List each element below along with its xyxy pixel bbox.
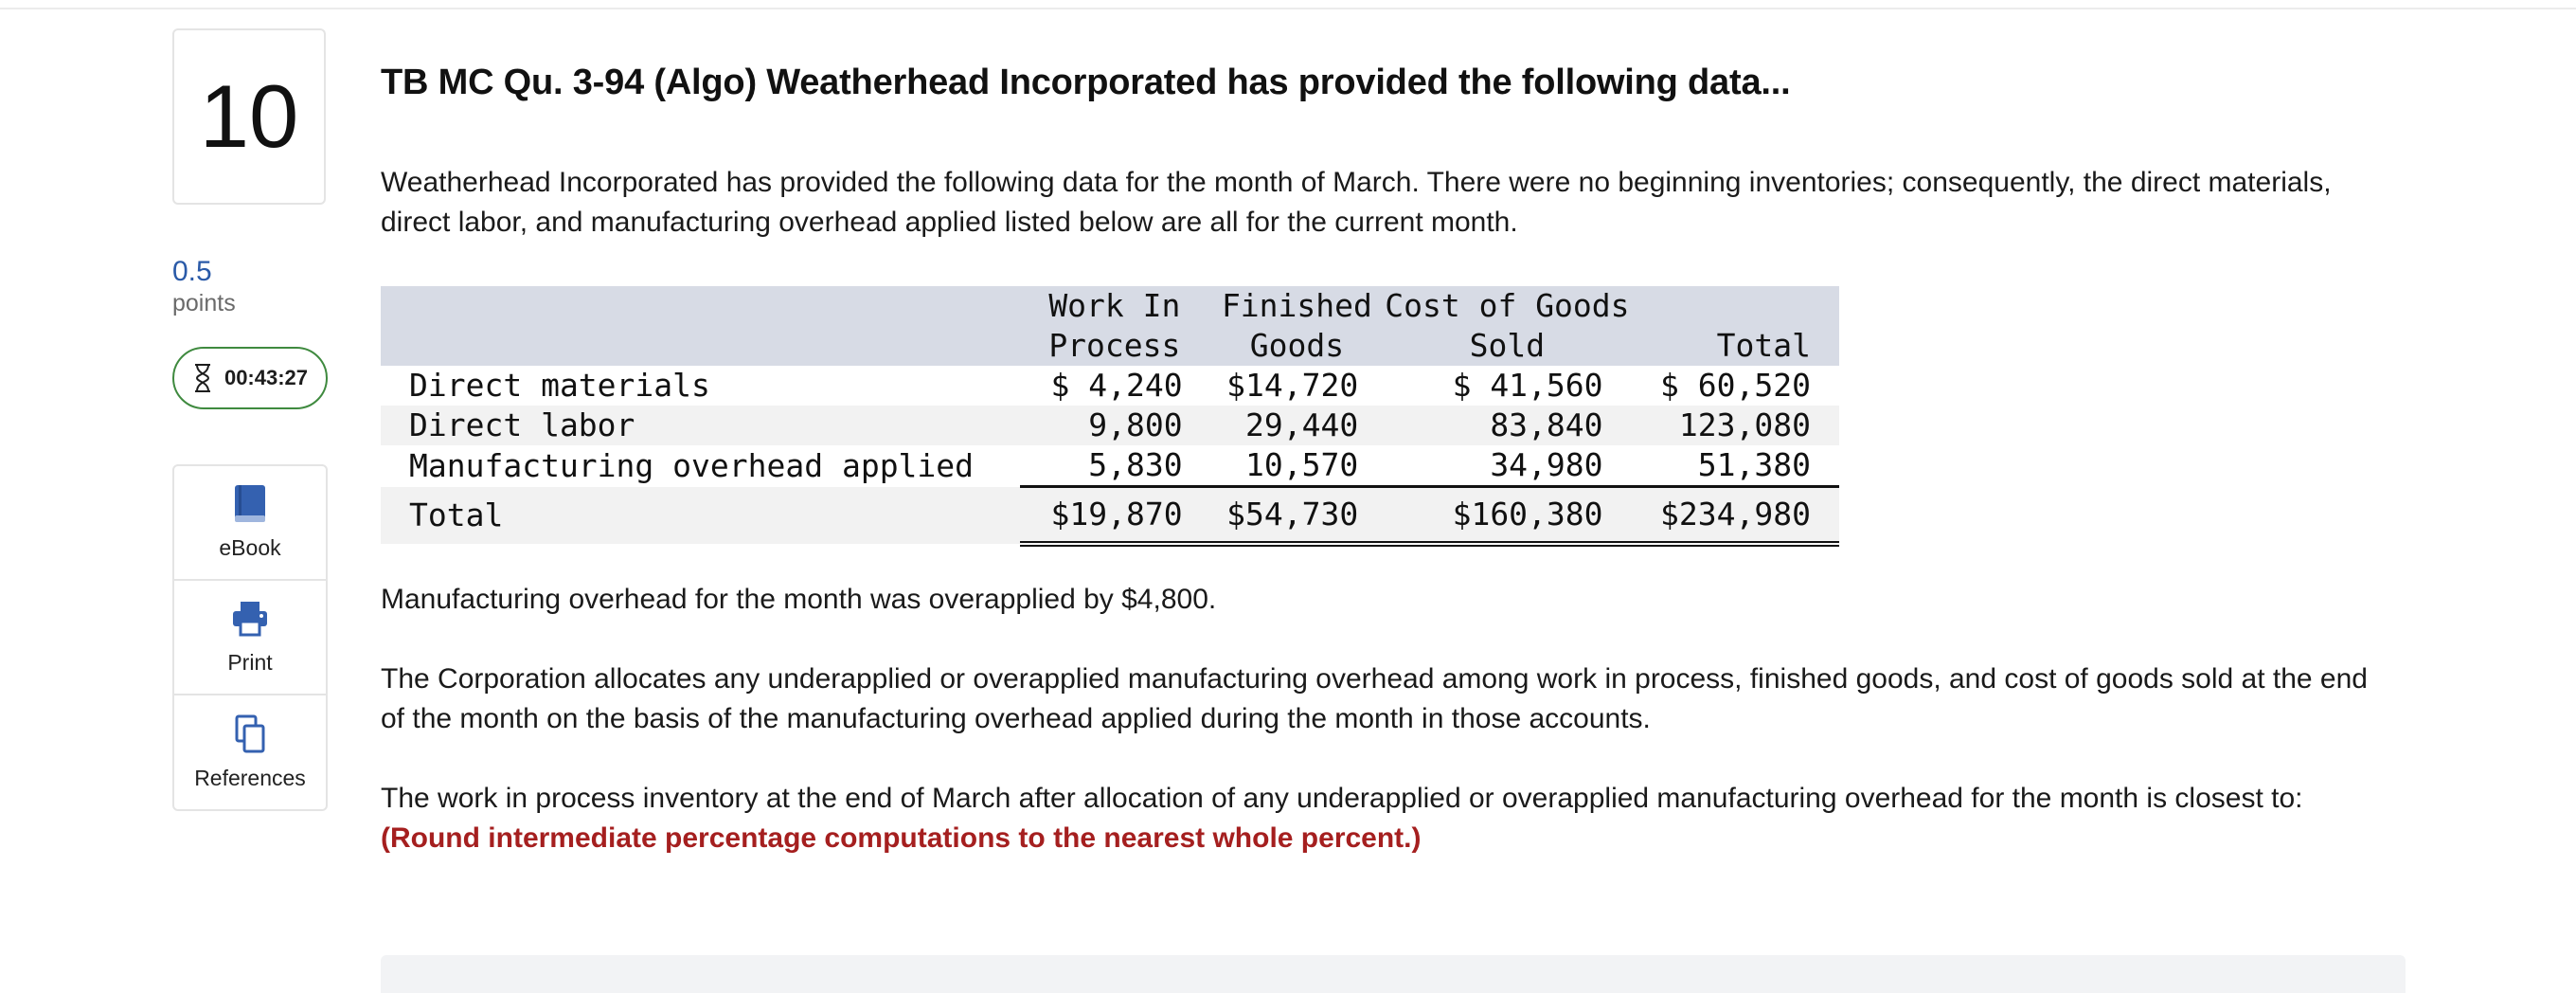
cell-value: $ 60,520 [1630,366,1839,406]
cell-value: 83,840 [1385,406,1629,445]
points-value: 0.5 [172,256,212,287]
table-row [381,445,1839,487]
header-wip-line1: Work In [1020,286,1208,326]
references-label: References [194,766,306,790]
cell-value: 5,830 [1020,445,1208,487]
prompt-paragraph [381,779,2388,858]
total-value: $19,870 [1020,487,1208,545]
table-header-row [381,326,1839,366]
header-cogs-line1: Cost of Goods [1385,287,1630,324]
prompt-text: The work in process inventory at the end of March after allocation of any underapplied or overapplied manufacturing overhead for the month is closest to: [381,783,2303,814]
tools-panel [172,464,328,811]
timer-text: 00:43:27 [224,366,309,389]
cell-value: 9,800 [1020,406,1208,445]
cell-value: $ 41,560 [1385,366,1629,406]
print-button[interactable] [174,581,326,695]
total-label: Total [381,487,1020,545]
references-button[interactable] [174,695,326,810]
cell-value: 34,980 [1385,445,1629,487]
total-value: $160,380 [1385,487,1629,545]
row-label: Direct labor [381,406,1020,445]
allocation-text: The Corporation allocates any underapplied or overapplied manufacturing overhead among work in process, finished goods, and cost of goods sold at the end of the month on the basis of the manufacturing overhead applied during the month in those accounts. [381,663,2368,734]
header-wip-line2: Process [1020,326,1208,366]
intro-text: Weatherhead Incorporated has provided the following data for the month of March. There were no beginning inventories; consequently, the direct materials, direct labor, and manufacturing overhead applied listed below are all for the current month. [381,167,2332,238]
overapplied-text: Manufacturing overhead for the month was overapplied by $4,800. [381,584,1217,615]
ebook-button[interactable] [174,466,326,581]
ebook-label: eBook [219,535,281,560]
table-total-row [381,487,1839,545]
book-icon [231,484,269,524]
question-number-box [172,28,326,205]
top-divider [0,8,2576,9]
rounding-instruction: (Round intermediate percentage computations to the nearest whole percent.) [381,822,1422,854]
header-total-line2: Total [1630,326,1839,366]
cell-value: 123,080 [1630,406,1839,445]
table-header-row [381,286,1839,326]
question-title: TB MC Qu. 3-94 (Algo) Weatherhead Incorporated has provided the following data... [381,63,1791,102]
printer-icon [231,599,269,639]
header-blank [381,286,1020,326]
cell-value: 51,380 [1630,445,1839,487]
cell-value: 10,570 [1209,445,1386,487]
table-row [381,366,1839,406]
header-blank [381,326,1020,366]
cell-value: 29,440 [1209,406,1386,445]
question-number: 10 [199,66,299,166]
row-label: Direct materials [381,366,1020,406]
header-fg-line1: Finished [1209,286,1386,326]
cell-value: $14,720 [1209,366,1386,406]
print-label: Print [227,650,273,675]
copy-icon [231,714,269,754]
answer-options-area [381,955,2406,993]
row-label: Manufacturing overhead applied [381,445,1020,487]
total-value: $234,980 [1630,487,1839,545]
points-label: points [172,290,236,316]
data-table [381,286,1839,547]
header-total-line1 [1630,286,1839,326]
header-fg-line2: Goods [1209,326,1386,366]
total-value: $54,730 [1209,487,1386,545]
header-cogs-line2: Sold [1385,326,1629,366]
cell-value: $ 4,240 [1020,366,1208,406]
timer-badge [172,347,328,409]
hourglass-icon [192,363,213,393]
table-row [381,406,1839,445]
